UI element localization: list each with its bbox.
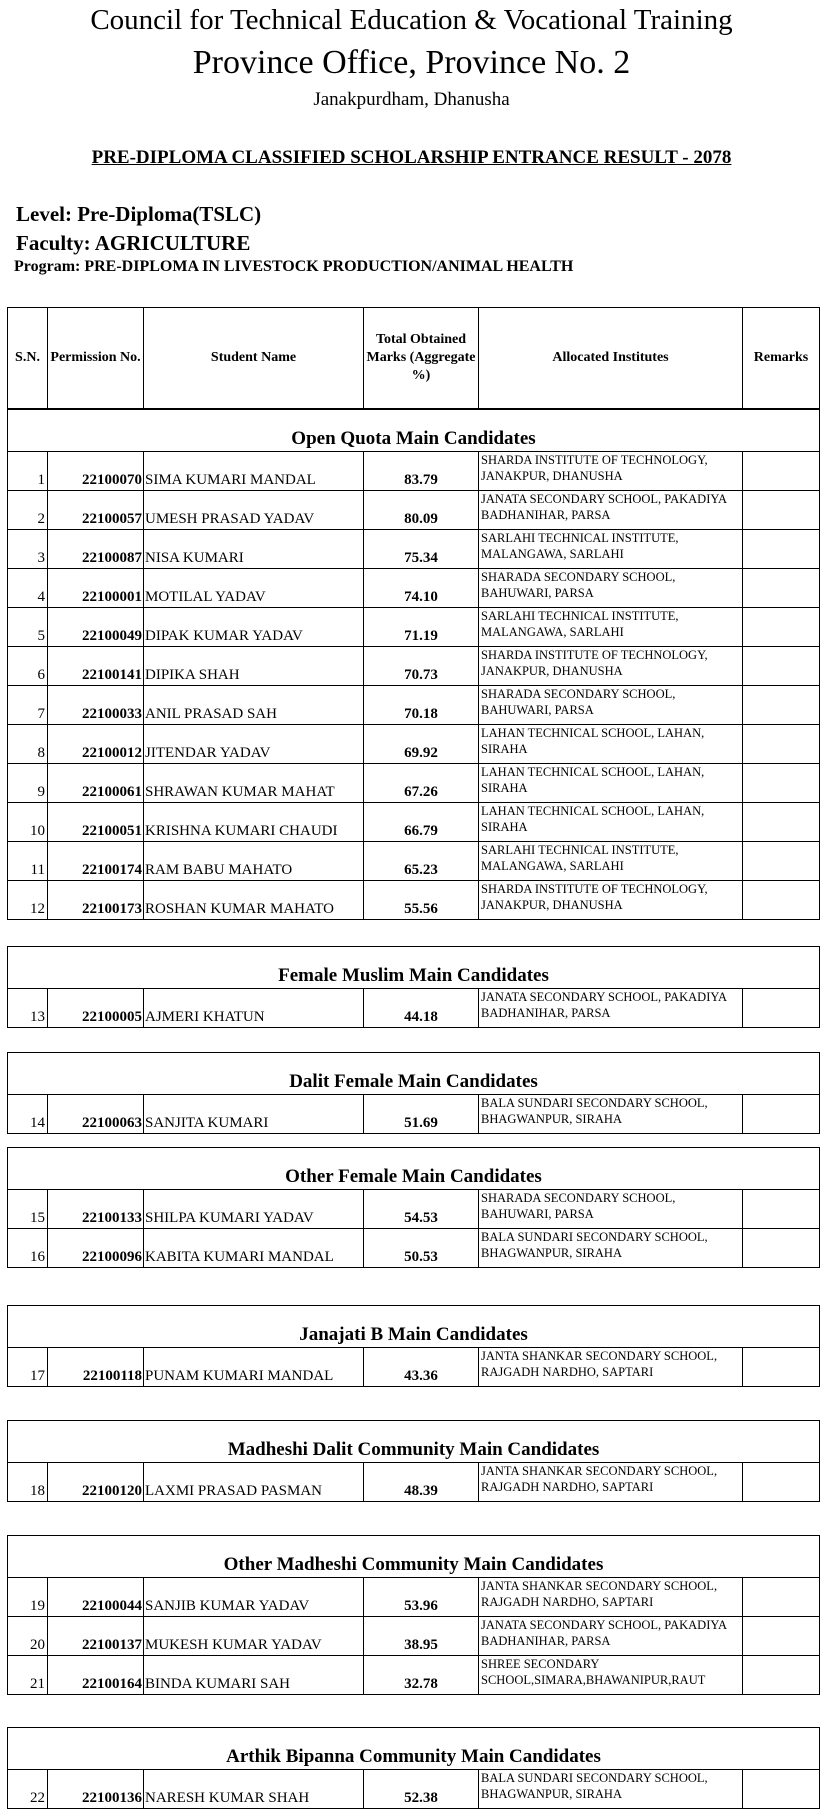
remarks-cell xyxy=(743,764,820,803)
remarks-cell xyxy=(743,1578,820,1617)
student-name-cell: BINDA KUMARI SAH xyxy=(144,1656,364,1695)
result-title-text: PRE-DIPLOMA CLASSIFIED SCHOLARSHIP ENTRANCE RESULT - 2078 xyxy=(91,147,732,168)
sn-cell: 5 xyxy=(8,608,48,647)
student-name-cell: AJMERI KHATUN xyxy=(144,989,364,1028)
sn-cell: 12 xyxy=(8,881,48,920)
sn-cell: 10 xyxy=(8,803,48,842)
institute-cell: SHARDA INSTITUTE OF TECHNOLOGY, JANAKPUR, DHANUSHA xyxy=(479,452,743,491)
marks-cell: 67.26 xyxy=(364,764,479,803)
col-name-header: Student Name xyxy=(144,308,364,409)
sn-cell: 1 xyxy=(8,452,48,491)
sn-cell: 16 xyxy=(8,1229,48,1268)
institute-cell: SHARADA SECONDARY SCHOOL, BAHUWARI, PARSA xyxy=(479,686,743,725)
sn-cell: 11 xyxy=(8,842,48,881)
student-name-cell: RAM BABU MAHATO xyxy=(144,842,364,881)
table-row xyxy=(8,1617,820,1656)
institute-cell: LAHAN TECHNICAL SCHOOL, LAHAN, SIRAHA xyxy=(479,725,743,764)
permission-cell: 22100044 xyxy=(48,1578,144,1617)
student-name-cell: JITENDAR YADAV xyxy=(144,725,364,764)
institute-cell: SHARADA SECONDARY SCHOOL, BAHUWARI, PARSA xyxy=(479,569,743,608)
permission-cell: 22100049 xyxy=(48,608,144,647)
student-name-cell: ANIL PRASAD SAH xyxy=(144,686,364,725)
table-row xyxy=(8,608,820,647)
section-table xyxy=(7,1727,820,1809)
remarks-cell xyxy=(743,608,820,647)
student-name-cell: SIMA KUMARI MANDAL xyxy=(144,452,364,491)
table-row xyxy=(8,764,820,803)
remarks-cell xyxy=(743,569,820,608)
table-row xyxy=(8,1770,820,1809)
table-row xyxy=(8,452,820,491)
institute-cell: SHREE SECONDARY SCHOOL,SIMARA,BHAWANIPUR,RAUT xyxy=(479,1656,743,1695)
student-name-cell: MOTILAL YADAV xyxy=(144,569,364,608)
institute-cell: JANATA SECONDARY SCHOOL, PAKADIYA BADHANIHAR, PARSA xyxy=(479,1617,743,1656)
section-table xyxy=(7,1052,820,1134)
table-row xyxy=(8,1463,820,1502)
section-title: Madheshi Dalit Community Main Candidates xyxy=(8,1421,820,1463)
permission-cell: 22100061 xyxy=(48,764,144,803)
student-name-cell: DIPIKA SHAH xyxy=(144,647,364,686)
institute-cell: JANATA SECONDARY SCHOOL, PAKADIYA BADHANIHAR, PARSA xyxy=(479,989,743,1028)
col-remarks-header: Remarks xyxy=(743,308,820,409)
table-row xyxy=(8,989,820,1028)
permission-cell: 22100070 xyxy=(48,452,144,491)
institute-cell: JANTA SHANKAR SECONDARY SCHOOL, RAJGADH NARDHO, SAPTARI xyxy=(479,1348,743,1387)
institute-cell: LAHAN TECHNICAL SCHOOL, LAHAN, SIRAHA xyxy=(479,764,743,803)
permission-cell: 22100063 xyxy=(48,1095,144,1134)
permission-cell: 22100096 xyxy=(48,1229,144,1268)
section-title: Other Female Main Candidates xyxy=(8,1148,820,1190)
marks-cell: 71.19 xyxy=(364,608,479,647)
marks-cell: 50.53 xyxy=(364,1229,479,1268)
sn-cell: 22 xyxy=(8,1770,48,1809)
sn-cell: 15 xyxy=(8,1190,48,1229)
sn-cell: 21 xyxy=(8,1656,48,1695)
marks-cell: 69.92 xyxy=(364,725,479,764)
institute-cell: SARLAHI TECHNICAL INSTITUTE, MALANGAWA, SARLAHI xyxy=(479,842,743,881)
remarks-cell xyxy=(743,1617,820,1656)
sn-cell: 2 xyxy=(8,491,48,530)
sn-cell: 8 xyxy=(8,725,48,764)
faculty-label: Faculty: AGRICULTURE xyxy=(16,231,251,255)
sn-cell: 14 xyxy=(8,1095,48,1134)
sn-cell: 3 xyxy=(8,530,48,569)
table-row xyxy=(8,569,820,608)
student-name-cell: SANJITA KUMARI xyxy=(144,1095,364,1134)
remarks-cell xyxy=(743,842,820,881)
remarks-cell xyxy=(743,647,820,686)
table-row xyxy=(8,725,820,764)
permission-cell: 22100173 xyxy=(48,881,144,920)
marks-cell: 65.23 xyxy=(364,842,479,881)
student-name-cell: MUKESH KUMAR YADAV xyxy=(144,1617,364,1656)
table-row xyxy=(8,1095,820,1134)
institute-cell: SHARDA INSTITUTE OF TECHNOLOGY, JANAKPUR, DHANUSHA xyxy=(479,647,743,686)
permission-cell: 22100001 xyxy=(48,569,144,608)
section-title: Janajati B Main Candidates xyxy=(8,1306,820,1348)
remarks-cell xyxy=(743,530,820,569)
marks-cell: 75.34 xyxy=(364,530,479,569)
section-title: Dalit Female Main Candidates xyxy=(8,1053,820,1095)
remarks-cell xyxy=(743,725,820,764)
remarks-cell xyxy=(743,1190,820,1229)
section-table xyxy=(7,946,820,1028)
remarks-cell xyxy=(743,452,820,491)
student-name-cell: ROSHAN KUMAR MAHATO xyxy=(144,881,364,920)
marks-cell: 83.79 xyxy=(364,452,479,491)
institute-cell: SHARDA INSTITUTE OF TECHNOLOGY, JANAKPUR, DHANUSHA xyxy=(479,881,743,920)
marks-cell: 38.95 xyxy=(364,1617,479,1656)
table-row xyxy=(8,491,820,530)
col-sn-header: S.N. xyxy=(8,308,48,409)
marks-cell: 48.39 xyxy=(364,1463,479,1502)
student-name-cell: LAXMI PRASAD PASMAN xyxy=(144,1463,364,1502)
remarks-cell xyxy=(743,803,820,842)
col-institute-header: Allocated Institutes xyxy=(479,308,743,409)
remarks-cell xyxy=(743,686,820,725)
table-row xyxy=(8,647,820,686)
remarks-cell xyxy=(743,1229,820,1268)
table-row xyxy=(8,1578,820,1617)
table-row xyxy=(8,1348,820,1387)
sn-cell: 9 xyxy=(8,764,48,803)
section-title: Female Muslim Main Candidates xyxy=(8,947,820,989)
student-name-cell: DIPAK KUMAR YADAV xyxy=(144,608,364,647)
remarks-cell xyxy=(743,1348,820,1387)
institute-cell: SARLAHI TECHNICAL INSTITUTE, MALANGAWA, SARLAHI xyxy=(479,608,743,647)
permission-cell: 22100174 xyxy=(48,842,144,881)
student-name-cell: KRISHNA KUMARI CHAUDI xyxy=(144,803,364,842)
permission-cell: 22100118 xyxy=(48,1348,144,1387)
institute-cell: JANATA SECONDARY SCHOOL, PAKADIYA BADHANIHAR, PARSA xyxy=(479,491,743,530)
marks-cell: 55.56 xyxy=(364,881,479,920)
table-row xyxy=(8,1190,820,1229)
remarks-cell xyxy=(743,491,820,530)
student-name-cell: NISA KUMARI xyxy=(144,530,364,569)
marks-cell: 52.38 xyxy=(364,1770,479,1809)
student-name-cell: SHRAWAN KUMAR MAHAT xyxy=(144,764,364,803)
permission-cell: 22100137 xyxy=(48,1617,144,1656)
result-title xyxy=(0,146,823,170)
table-row xyxy=(8,1656,820,1695)
institute-cell: JANTA SHANKAR SECONDARY SCHOOL, RAJGADH NARDHO, SAPTARI xyxy=(479,1578,743,1617)
office-title: Province Office, Province No. 2 xyxy=(192,44,631,81)
table-row xyxy=(8,1229,820,1268)
student-name-cell: KABITA KUMARI MANDAL xyxy=(144,1229,364,1268)
remarks-cell xyxy=(743,1656,820,1695)
col-marks-header: Total Obtained Marks (Aggregate %) xyxy=(364,308,479,409)
remarks-cell xyxy=(743,1095,820,1134)
marks-cell: 44.18 xyxy=(364,989,479,1028)
student-name-cell: NARESH KUMAR SHAH xyxy=(144,1770,364,1809)
institute-cell: LAHAN TECHNICAL SCHOOL, LAHAN, SIRAHA xyxy=(479,803,743,842)
org-title: Council for Technical Education & Vocational Training xyxy=(90,4,733,36)
col-permission-header: Permission No. xyxy=(48,308,144,409)
section-table xyxy=(7,1535,820,1695)
remarks-cell xyxy=(743,1463,820,1502)
marks-cell: 53.96 xyxy=(364,1578,479,1617)
sn-cell: 4 xyxy=(8,569,48,608)
sn-cell: 13 xyxy=(8,989,48,1028)
marks-cell: 80.09 xyxy=(364,491,479,530)
institute-cell: BALA SUNDARI SECONDARY SCHOOL, BHAGWANPUR, SIRAHA xyxy=(479,1229,743,1268)
institute-cell: BALA SUNDARI SECONDARY SCHOOL, BHAGWANPUR, SIRAHA xyxy=(479,1095,743,1134)
sn-cell: 17 xyxy=(8,1348,48,1387)
student-name-cell: UMESH PRASAD YADAV xyxy=(144,491,364,530)
level-label: Level: Pre-Diploma(TSLC) xyxy=(16,202,262,226)
section-table xyxy=(7,1420,820,1502)
institute-cell: SARLAHI TECHNICAL INSTITUTE, MALANGAWA, SARLAHI xyxy=(479,530,743,569)
permission-cell: 22100087 xyxy=(48,530,144,569)
table-row xyxy=(8,686,820,725)
section-title: Arthik Bipanna Community Main Candidates xyxy=(8,1728,820,1770)
section-title: Other Madheshi Community Main Candidates xyxy=(8,1536,820,1578)
permission-cell: 22100136 xyxy=(48,1770,144,1809)
sn-cell: 20 xyxy=(8,1617,48,1656)
permission-cell: 22100012 xyxy=(48,725,144,764)
permission-cell: 22100051 xyxy=(48,803,144,842)
section-table xyxy=(7,1305,820,1387)
marks-cell: 66.79 xyxy=(364,803,479,842)
sn-cell: 19 xyxy=(8,1578,48,1617)
permission-cell: 22100120 xyxy=(48,1463,144,1502)
office-address: Janakpurdham, Dhanusha xyxy=(313,89,510,110)
permission-cell: 22100164 xyxy=(48,1656,144,1695)
remarks-cell xyxy=(743,881,820,920)
program-label: Program: PRE-DIPLOMA IN LIVESTOCK PRODUCTION/ANIMAL HEALTH xyxy=(14,258,574,275)
marks-cell: 32.78 xyxy=(364,1656,479,1695)
institute-cell: SHARADA SECONDARY SCHOOL, BAHUWARI, PARSA xyxy=(479,1190,743,1229)
permission-cell: 22100033 xyxy=(48,686,144,725)
sn-cell: 7 xyxy=(8,686,48,725)
table-row xyxy=(8,803,820,842)
institute-cell: BALA SUNDARI SECONDARY SCHOOL, BHAGWANPUR, SIRAHA xyxy=(479,1770,743,1809)
remarks-cell xyxy=(743,989,820,1028)
marks-cell: 43.36 xyxy=(364,1348,479,1387)
table-row xyxy=(8,881,820,920)
student-name-cell: SANJIB KUMAR YADAV xyxy=(144,1578,364,1617)
student-name-cell: PUNAM KUMARI MANDAL xyxy=(144,1348,364,1387)
results-table xyxy=(7,307,820,409)
student-name-cell: SHILPA KUMARI YADAV xyxy=(144,1190,364,1229)
marks-cell: 70.18 xyxy=(364,686,479,725)
permission-cell: 22100141 xyxy=(48,647,144,686)
sn-cell: 6 xyxy=(8,647,48,686)
permission-cell: 22100133 xyxy=(48,1190,144,1229)
permission-cell: 22100057 xyxy=(48,491,144,530)
table-row xyxy=(8,842,820,881)
section-table xyxy=(7,409,820,920)
marks-cell: 54.53 xyxy=(364,1190,479,1229)
section-table xyxy=(7,1147,820,1268)
sn-cell: 18 xyxy=(8,1463,48,1502)
section-title: Open Quota Main Candidates xyxy=(8,410,820,452)
marks-cell: 74.10 xyxy=(364,569,479,608)
table-row xyxy=(8,530,820,569)
remarks-cell xyxy=(743,1770,820,1809)
marks-cell: 51.69 xyxy=(364,1095,479,1134)
permission-cell: 22100005 xyxy=(48,989,144,1028)
marks-cell: 70.73 xyxy=(364,647,479,686)
institute-cell: JANTA SHANKAR SECONDARY SCHOOL, RAJGADH NARDHO, SAPTARI xyxy=(479,1463,743,1502)
